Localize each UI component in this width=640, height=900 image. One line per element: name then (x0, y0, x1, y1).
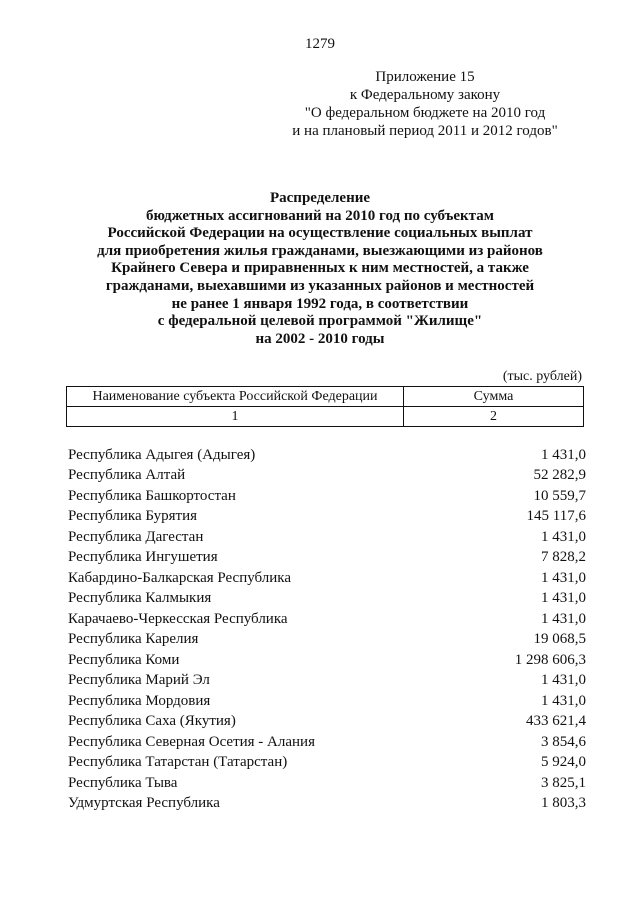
table-row (68, 691, 586, 712)
annex-line: и на плановый период 2011 и 2012 годов" (292, 123, 558, 139)
column-number-1: 1 (67, 407, 404, 427)
table-header (66, 386, 584, 427)
region-name: Республика Адыгея (Адыгея) (68, 446, 256, 463)
amount-value: 1 431,0 (541, 528, 586, 545)
amount-value: 52 282,9 (533, 467, 586, 484)
title-line: не ранее 1 января 1992 года, в соответствии (171, 295, 469, 312)
header-row (67, 387, 584, 407)
region-name: Республика Северная Осетия - Алания (68, 733, 315, 750)
region-name: Кабардино-Балкарская Республика (68, 569, 292, 586)
table-row (68, 507, 586, 528)
column-number-2: 2 (404, 407, 584, 427)
page-number: 1279 (305, 36, 335, 52)
region-name: Республика Бурятия (68, 508, 198, 525)
amount-value: 1 431,0 (541, 590, 586, 607)
title-line: на 2002 - 2010 годы (255, 330, 385, 347)
annex-line: к Федеральному закону (349, 87, 501, 103)
region-name: Республика Калмыкия (68, 590, 212, 607)
region-name: Республика Дагестан (68, 528, 204, 545)
annex-header (260, 68, 590, 140)
table-row (68, 712, 586, 733)
title-line: Распределение (269, 190, 371, 206)
table-row (68, 609, 586, 630)
column-number-row (67, 407, 584, 427)
table-row (68, 568, 586, 589)
region-name: Республика Башкортостан (68, 487, 236, 504)
region-name: Удмуртская Республика (68, 795, 220, 812)
table-row (68, 466, 586, 487)
region-name: Республика Татарстан (Татарстан) (68, 754, 288, 771)
amount-value: 1 431,0 (541, 692, 586, 709)
amount-value: 5 924,0 (541, 754, 586, 771)
region-name: Республика Карелия (68, 631, 199, 648)
table-row (68, 527, 586, 548)
table-row (68, 732, 586, 753)
amount-value: 1 431,0 (541, 610, 586, 627)
table-row (68, 589, 586, 610)
title-line: с федеральной целевой программой "Жилище" (157, 313, 483, 330)
amount-value: 19 068,5 (533, 631, 586, 648)
title-line: Российской Федерации на осуществление социальных выплат (107, 225, 533, 242)
table-row (68, 486, 586, 507)
amount-value: 3 825,1 (541, 774, 586, 791)
units-label: (тыс. рублей) (502, 369, 582, 384)
title-line: Крайнего Севера и приравненных к ним местностей, а также (111, 260, 529, 277)
column-header-amount: Сумма (404, 387, 584, 407)
amount-value: 1 431,0 (541, 569, 586, 586)
document-title (40, 190, 600, 348)
amount-value: 10 559,7 (533, 487, 586, 504)
table-row (68, 650, 586, 671)
amount-value: 145 117,6 (526, 508, 586, 525)
region-name: Республика Ингушетия (68, 549, 218, 566)
table-row (68, 794, 586, 815)
amount-value: 7 828,2 (541, 549, 586, 566)
table-row (68, 445, 586, 466)
table-body (68, 445, 586, 814)
table-row (68, 753, 586, 774)
region-name: Республика Алтай (68, 467, 186, 484)
amount-value: 1 431,0 (541, 672, 586, 689)
table-row (68, 630, 586, 651)
annex-line: Приложение 15 (375, 69, 475, 85)
title-line: гражданами, выехавшими из указанных районов и местностей (105, 277, 535, 294)
table-row (68, 671, 586, 692)
region-name: Карачаево-Черкесская Республика (68, 610, 288, 627)
table-row (68, 548, 586, 569)
table-row (68, 773, 586, 794)
amount-value: 1 431,0 (541, 446, 586, 463)
amount-value: 433 621,4 (526, 713, 586, 730)
amount-value: 3 854,6 (541, 733, 586, 750)
region-name: Республика Мордовия (68, 692, 211, 709)
region-name: Республика Коми (68, 651, 180, 668)
region-name: Республика Саха (Якутия) (68, 713, 236, 730)
amount-value: 1 803,3 (541, 795, 586, 812)
title-line: для приобретения жилья гражданами, выезжающими из районов (97, 242, 543, 259)
title-line: бюджетных ассигнований на 2010 год по субъектам (146, 207, 494, 224)
annex-line: "О федеральном бюджете на 2010 год (304, 105, 546, 121)
region-name: Республика Тыва (68, 774, 178, 791)
amount-value: 1 298 606,3 (514, 651, 586, 668)
column-header-name: Наименование субъекта Российской Федерации (67, 387, 404, 407)
region-name: Республика Марий Эл (68, 672, 210, 689)
